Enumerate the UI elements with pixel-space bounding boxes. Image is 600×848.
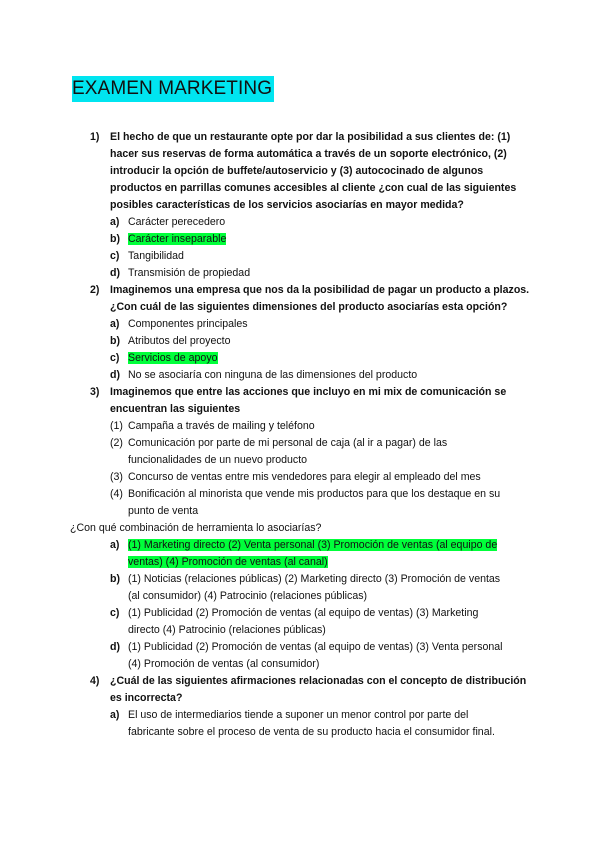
option-text: Transmisión de propiedad — [128, 267, 251, 279]
answer-option — [110, 333, 530, 350]
option-text: No se asociaría con ninguna de las dimensiones del producto — [128, 369, 418, 381]
answer-option — [110, 265, 530, 282]
question-line: encuentran las siguientes — [110, 403, 241, 415]
item-text: punto de venta — [128, 505, 199, 517]
option-text: ventas) (4) Promoción de ventas (al canal) — [128, 556, 328, 568]
option-text: fabricante sobre el proceso de venta de su producto hacia el consumidor final. — [128, 726, 495, 738]
item-number: (4) — [110, 488, 123, 500]
item-number: (1) — [110, 420, 123, 432]
option-text: directo (4) Patrocinio (relaciones públicas) — [128, 624, 326, 636]
question-number: 2) — [90, 284, 100, 296]
question-line: introducir la opción de buffete/autoservicio y (3) autococinado de algunos — [110, 165, 484, 177]
option-letter: c) — [110, 352, 120, 364]
question-1 — [90, 129, 530, 214]
exam-content — [70, 129, 530, 741]
answer-option-correct — [110, 537, 530, 571]
question-2 — [90, 282, 530, 316]
question-line: hacer sus reservas de forma automática a través de un soporte electrónico, (2) — [110, 148, 507, 160]
option-text: (1) Publicidad (2) Promoción de ventas (al equipo de ventas) (3) Marketing — [128, 607, 479, 619]
option-text: El uso de intermediarios tiende a suponer un menor control por parte del — [128, 709, 469, 721]
answer-option — [110, 316, 530, 333]
list-item — [110, 486, 530, 520]
option-letter: d) — [110, 369, 120, 381]
option-letter: b) — [110, 573, 120, 585]
option-text: Atributos del proyecto — [128, 335, 231, 347]
exam-title: EXAMEN MARKETING — [72, 76, 274, 102]
question-line: ¿Con cuál de las siguientes dimensiones del producto asociarías esta opción? — [110, 301, 508, 313]
option-text: (1) Noticias (relaciones públicas) (2) Marketing directo (3) Promoción de ventas — [128, 573, 501, 585]
item-text: funcionalidades de un nuevo producto — [128, 454, 308, 466]
item-text: Bonificación al minorista que vende mis productos para que los destaque en su — [128, 488, 501, 500]
item-text: Campaña a través de mailing y teléfono — [128, 420, 315, 432]
option-text: (4) Promoción de ventas (al consumidor) — [128, 658, 320, 670]
question-line: es incorrecta? — [110, 692, 183, 704]
option-letter: a) — [110, 318, 120, 330]
option-text: (1) Marketing directo (2) Venta personal (3) Promoción de ventas (al equipo de — [128, 539, 498, 551]
question-line: ¿Cuál de las siguientes afirmaciones relacionadas con el concepto de distribución — [110, 675, 527, 687]
option-letter: c) — [110, 607, 120, 619]
question-number: 3) — [90, 386, 100, 398]
question-line: El hecho de que un restaurante opte por dar la posibilidad a sus clientes de: (1) — [110, 131, 511, 143]
list-item — [110, 418, 530, 435]
option-text: Servicios de apoyo — [128, 352, 218, 364]
option-letter: d) — [110, 267, 120, 279]
question-4 — [90, 673, 530, 707]
answer-option — [110, 707, 530, 741]
question-line: Imaginemos que entre las acciones que incluyo en mi mix de comunicación se — [110, 386, 507, 398]
question-number: 1) — [90, 131, 100, 143]
option-text: Componentes principales — [128, 318, 248, 330]
answer-option — [110, 248, 530, 265]
item-number: (2) — [110, 437, 123, 449]
option-letter: a) — [110, 709, 120, 721]
question-1-options — [90, 214, 530, 282]
option-text: Carácter perecedero — [128, 216, 226, 228]
question-line: productos en parrillas comunes accesibles al cliente ¿con cual de las siguientes — [110, 182, 517, 194]
item-text: Concurso de ventas entre mis vendedores para elegir al empleado del mes — [128, 471, 481, 483]
question-4-options — [90, 707, 530, 741]
option-text: Carácter inseparable — [128, 233, 227, 245]
option-text: Tangibilidad — [128, 250, 184, 262]
list-item — [110, 469, 530, 486]
question-3-items — [90, 418, 530, 520]
question-2-options — [90, 316, 530, 384]
answer-option — [110, 639, 530, 673]
question-3 — [90, 384, 530, 418]
answer-option-correct — [110, 350, 530, 367]
list-item — [110, 435, 530, 469]
item-text: Comunicación por parte de mi personal de caja (al ir a pagar) de las — [128, 437, 448, 449]
question-line: posibles características de los servicios asociarías en mayor medida? — [110, 199, 464, 211]
option-letter: b) — [110, 233, 120, 245]
answer-option — [110, 367, 530, 384]
option-text: (al consumidor) (4) Patrocinio (relaciones públicas) — [128, 590, 368, 602]
question-line: Imaginemos una empresa que nos da la posibilidad de pagar un producto a plazos. — [110, 284, 530, 296]
question-3-options — [90, 537, 530, 673]
subquestion: ¿Con qué combinación de herramienta lo asociarías? — [70, 522, 322, 534]
answer-option — [110, 605, 530, 639]
answer-option — [110, 214, 530, 231]
option-letter: c) — [110, 250, 120, 262]
option-letter: b) — [110, 335, 120, 347]
answer-option — [110, 571, 530, 605]
option-letter: a) — [110, 216, 120, 228]
question-number: 4) — [90, 675, 100, 687]
option-text: (1) Publicidad (2) Promoción de ventas (al equipo de ventas) (3) Venta personal — [128, 641, 503, 653]
item-number: (3) — [110, 471, 123, 483]
option-letter: d) — [110, 641, 120, 653]
answer-option-correct — [110, 231, 530, 248]
option-letter: a) — [110, 539, 120, 551]
